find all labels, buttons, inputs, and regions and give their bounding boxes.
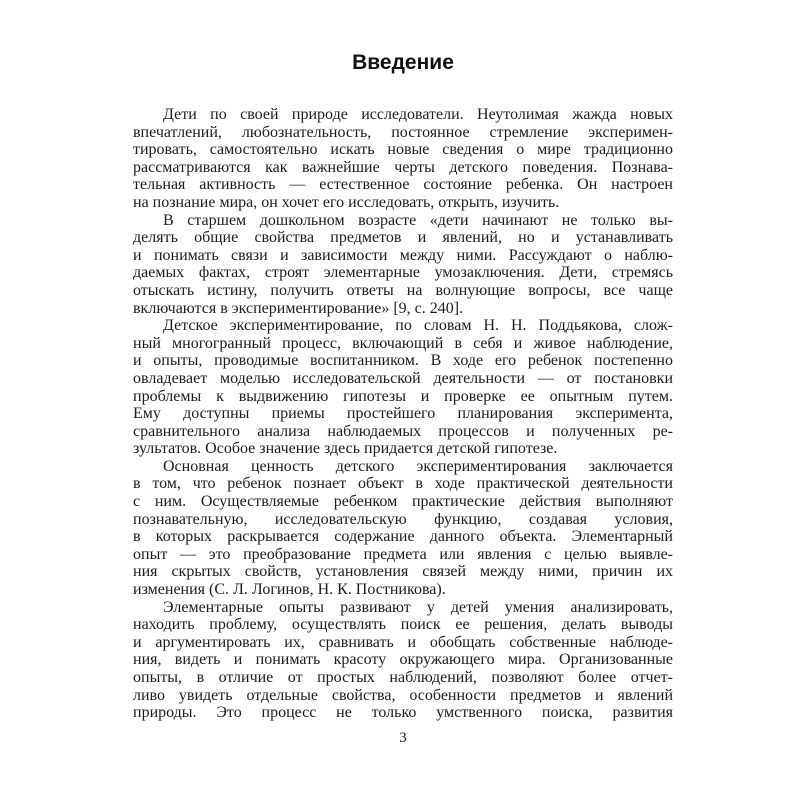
text-line: Детское экспериментирование, по словам Н. Н. Поддьякова, слож- <box>163 317 673 335</box>
text-line: делять общие свойства предметов и явлений, но и устанавливать <box>133 229 673 247</box>
text-line: в том, что ребенок познает объект в ходе практической деятельности <box>133 475 673 493</box>
text-line: зультатов. Особое значение здесь придается детской гипотезе. <box>133 440 558 458</box>
text-line: В старшем дошкольном возрасте «дети начинают не только вы- <box>163 211 673 229</box>
text-line: изменения (С. Л. Логинов, Н. К. Постникова). <box>133 581 446 599</box>
text-line: природы. Это процесс не только умственного поиска, развития <box>133 704 673 722</box>
text-line: тировать, самостоятельно искать новые сведения о мире традиционно <box>133 141 673 159</box>
text-line: и аргументировать их, сравнивать и обобщать собственные наблюде- <box>133 633 673 651</box>
text-line: даемых фактах, строят элементарные умозаключения. Дети, стремясь <box>133 264 673 282</box>
text-line: Элементарные опыты развивают у детей умения анализировать, <box>163 598 673 616</box>
body-text <box>133 106 673 722</box>
text-line: на познание мира, он хочет его исследовать, открыть, изучить. <box>133 193 560 211</box>
text-line: и понимать связи и зависимости между ними. Рассуждают о наблю- <box>133 246 673 264</box>
text-line: включаются в экспериментирование» [9, с. 240]. <box>133 299 464 317</box>
text-line: познавательную, исследовательскую функцию, создавая условия, <box>133 510 673 528</box>
text-line: отыскать истину, получить ответы на волнующие вопросы, все чаще <box>133 281 673 299</box>
text-line: рассматриваются как важнейшие черты детского поведения. Познава- <box>133 158 673 176</box>
text-line: Дети по своей природе исследователи. Неутолимая жажда новых <box>163 106 673 123</box>
text-line: и опыты, проводимые воспитанником. В ходе его ребенок постепенно <box>133 352 673 370</box>
page-title: Введение <box>352 51 454 74</box>
text-line: в которых раскрывается содержание данного объекта. Элементарный <box>133 528 673 546</box>
text-line: Основная ценность детского экспериментирования заключается <box>163 457 673 475</box>
text-line: ния, видеть и понимать красоту окружающего мира. Организованные <box>133 651 673 669</box>
text-line: опыты, в отличие от простых наблюдений, позволяют более отчет- <box>133 669 673 686</box>
text-line: находить проблему, осуществлять поиск ее решения, делать выводы <box>133 616 673 634</box>
text-line: впечатлений, любознательность, постоянное стремление эксперимен- <box>133 123 673 141</box>
text-line: сравнительного анализа наблюдаемых процессов и полученных ре- <box>133 422 673 440</box>
text-line: ния скрытых свойств, установления связей между ними, причин их <box>133 563 673 581</box>
text-line: Ему доступны приемы простейшего планирования эксперимента, <box>133 405 673 423</box>
page-number: 3 <box>399 730 407 746</box>
text-line: ливо увидеть отдельные свойства, особенности предметов и явлений <box>133 686 673 704</box>
text-line: тельная активность — естественное состояние ребенка. Он настроен <box>133 176 673 194</box>
text-line: с ним. Осуществляемые ребенком практические действия выполняют <box>133 493 673 511</box>
text-line: опыт — это преобразование предмета или явления с целью выявле- <box>133 545 673 563</box>
text-line: проблемы к выдвижению гипотезы и проверке ее опытным путем. <box>133 387 673 405</box>
text-line: ный многогранный процесс, включающий в себя и живое наблюдение, <box>133 334 673 352</box>
text-line: овладевает моделью исследовательской деятельности — от постановки <box>133 369 673 387</box>
